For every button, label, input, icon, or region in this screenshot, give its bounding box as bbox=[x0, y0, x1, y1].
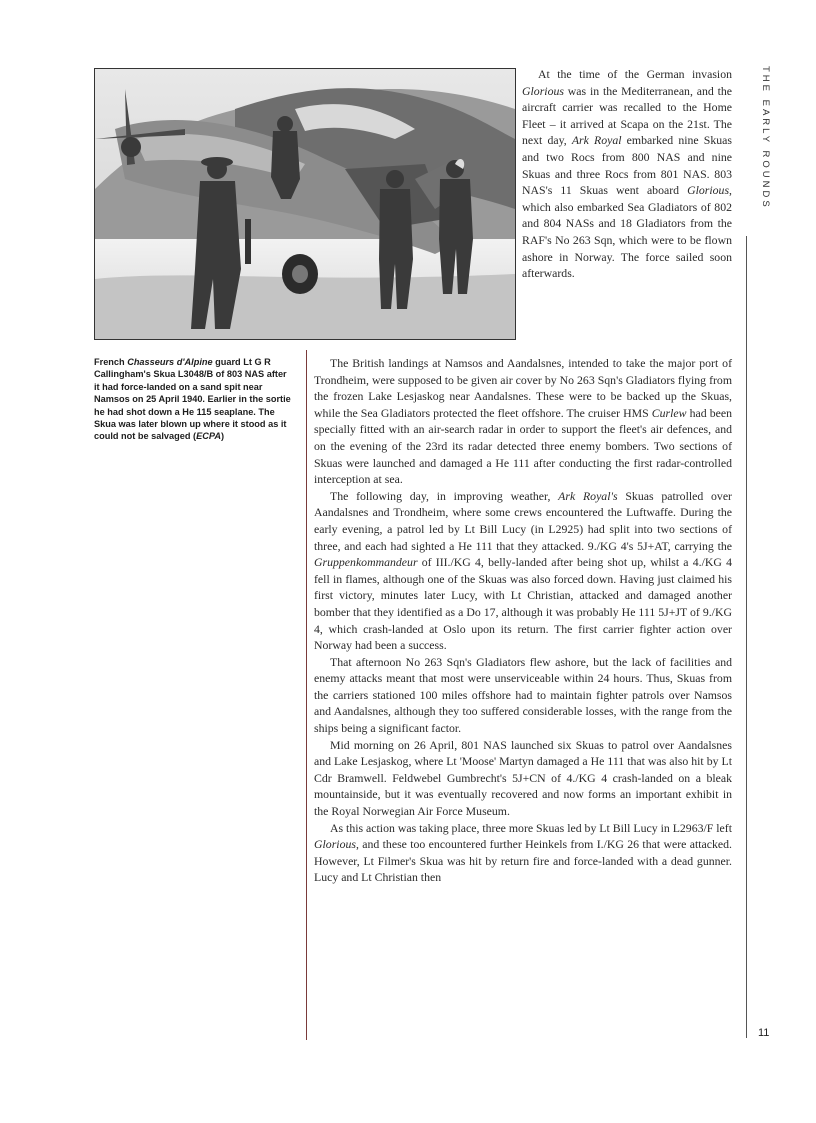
caption-divider bbox=[306, 350, 307, 1040]
text-run: Skuas patrolled over Aandalsnes and Trondheim, where some crews encountered the Luftwaffe. During the early evening, a patrol led by Lt Bill Lucy (in L2925) had split into two sections of three, and each had sighted a He 111 that they attacked. 9./KG 4's 5J+AT, carrying the bbox=[314, 488, 732, 553]
ship-name: Ark Royal's bbox=[558, 488, 618, 503]
ship-name: Curlew bbox=[651, 405, 687, 420]
text-run: of III./KG 4, belly-landed after being shot up, whilst a 4./KG 4 fell in flames, although one of the Skuas was also forced down. Having just claimed his first victory, minutes later Lucy, with Lt Christian, attacked and damaged another bomber that they identified as a Do 17, although it was probably He 111 5J+JT of 9./KG 4, which crash-landed at Oslo upon its return. The first carrier fighter action over Norway had been a success. bbox=[314, 555, 732, 653]
text-run: had been specially fitted with an air-search radar in order to support the fleet's air defences, and on the evening of the 23rd its radar detected three enemy bombers. Two sections of Skuas were launched and damaged a He 111 after conducting the first radar-controlled interception at sea. bbox=[314, 405, 732, 487]
page-number: 11 bbox=[758, 1027, 770, 1039]
body-paragraph-1 bbox=[314, 355, 732, 488]
text-run: The following day, in improving weather, bbox=[330, 488, 559, 503]
body-text bbox=[314, 355, 732, 886]
text-run: , and these too encountered further Heinkels from I./KG 26 that were attacked. However, Lt Filmer's Skua was hit by return fire and force-landed with a dead gunner. Lucy and Lt Christian then bbox=[314, 837, 732, 885]
section-running-head: THE EARLY ROUNDS bbox=[760, 66, 771, 210]
intro-paragraph bbox=[522, 66, 732, 282]
text-run: was in the Mediterranean, and the aircraft carrier was recalled to the Home Fleet – it arrived at Scapa on the 21st. The next day, bbox=[522, 83, 732, 148]
caption-credit: ECPA bbox=[196, 431, 221, 442]
ship-name: Glorious bbox=[314, 837, 356, 852]
rank-term: Gruppenkommandeur bbox=[314, 555, 418, 570]
caption-text: ) bbox=[220, 431, 225, 442]
text-run: , which also embarked Sea Gladiators of 802 and 804 NASs and 18 Gladiators from the RAF's No 263 Sqn, which were to be flown ashore in Norway. The force sailed soon afterwards. bbox=[522, 183, 732, 281]
ship-name: Glorious bbox=[522, 83, 564, 98]
text-run: As this action was taking place, three more Skuas led by Lt Bill Lucy in L2963/F left bbox=[330, 820, 732, 835]
text-run: The British landings at Namsos and Aandalsnes, intended to take the major port of Trondheim, were supposed to be given air cover by No 263 Sqn's Gladiators flying from the frozen Lake Lesjaskog near Aandalsnes. These were to be backed up the Skuas, while the Sea Gladiators protected the fleet offshore. The cruiser HMS bbox=[314, 356, 732, 420]
body-paragraph-3: That afternoon No 263 Sqn's Gladiators flew ashore, but the lack of facilities and enemy attacks meant that most were unserviceable within 24 hours. Thus, Skuas from the carriers stationed 100 miles offshore had to maintain fighter patrols over Namsos and Aandalsnes, although they too suffered considerable losses, with the range from the ships being a significant factor. bbox=[314, 654, 732, 736]
caption-italic-text: Chasseurs d'Alpine bbox=[127, 357, 213, 367]
body-paragraph-5 bbox=[314, 820, 732, 886]
ship-name: Glorious bbox=[687, 183, 730, 198]
caption-text: French bbox=[94, 357, 128, 367]
text-run: embarked nine Skuas and two Rocs from 800 NAS and nine Skuas and three Rocs from 801 NAS. 803 NAS's 11 Skuas went aboard bbox=[522, 133, 732, 198]
ship-name: Ark Royal bbox=[571, 133, 622, 148]
photo-image bbox=[95, 69, 515, 339]
body-paragraph-2 bbox=[314, 488, 732, 654]
skua-photograph bbox=[94, 68, 516, 340]
caption-text: guard Lt G R Callingham's Skua L3048/B of 803 NAS after it had force-landed on a sand spit near Namsos on 25 April 1940. Earlier in the sortie he had shot down a He 115 seaplane. The Skua was later blown up where it stood as it could not be salvaged ( bbox=[94, 357, 291, 442]
text-run: At the time of the German invasion bbox=[538, 67, 732, 81]
photo-caption bbox=[94, 356, 294, 443]
intro-text bbox=[522, 66, 732, 282]
body-paragraph-4: Mid morning on 26 April, 801 NAS launched six Skuas to patrol over Aandalsnes and Lake Lesjaskog, where Lt 'Moose' Martyn damaged a He 111 that was also hit by Lt Cdr Bramwell. Feldwebel Gumbrecht's 5J+CN of 4./KG 4 crash-landed on a bleak mountainside, but it was eventually recovered and now forms an important exhibit in the Royal Norwegian Air Force Museum. bbox=[314, 737, 732, 819]
margin-rule bbox=[746, 236, 747, 1038]
